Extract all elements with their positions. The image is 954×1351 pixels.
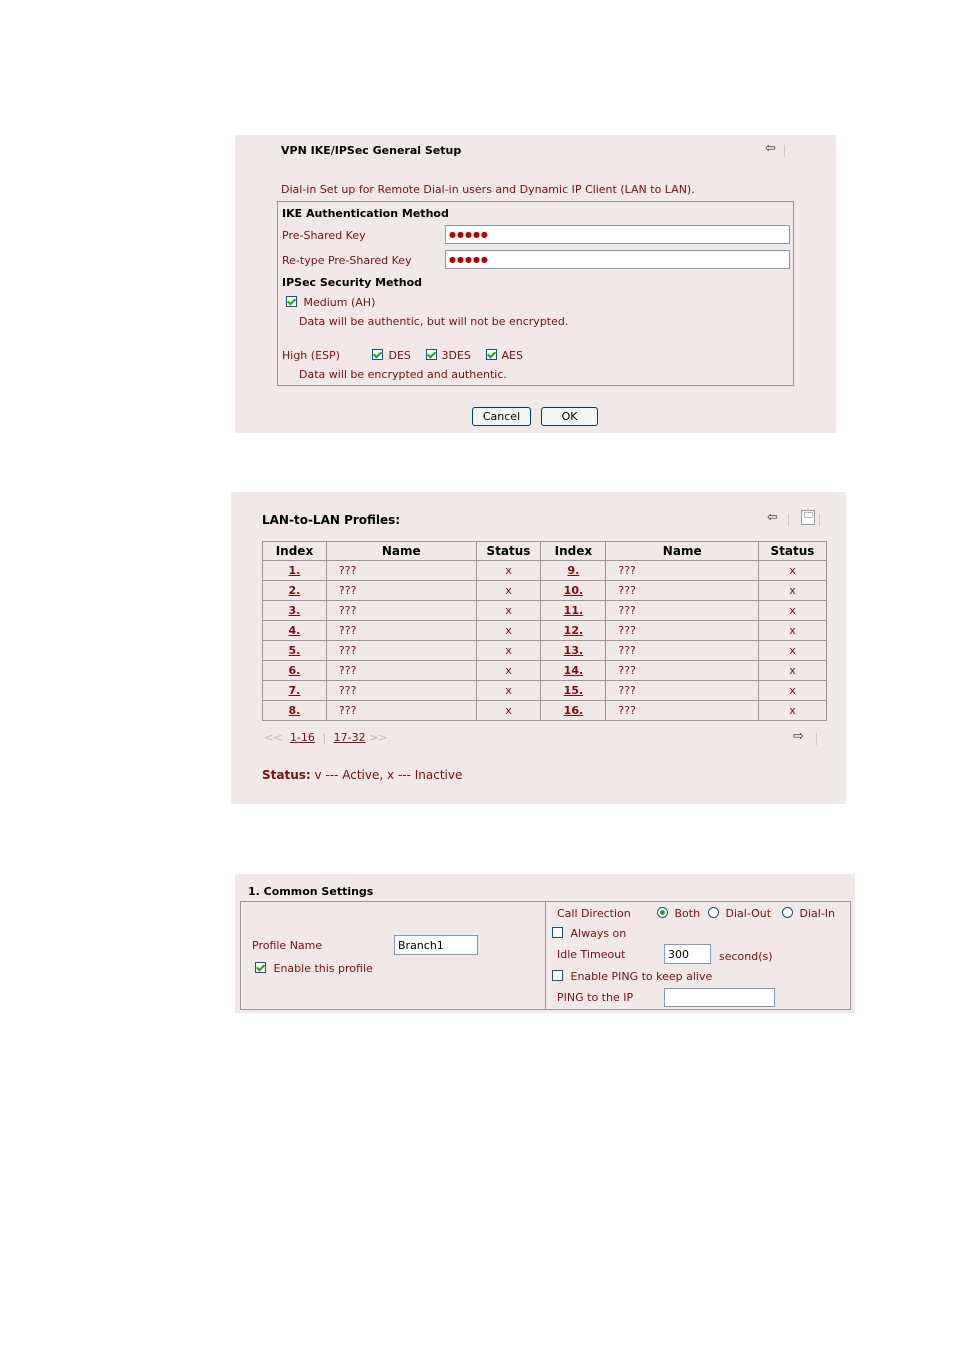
aes-option[interactable] <box>486 349 523 362</box>
profile-status: x <box>759 601 827 621</box>
high-esp-description: Data will be encrypted and authentic. <box>299 368 507 381</box>
profile-status: x <box>759 581 827 601</box>
profile-index-link[interactable]: 10. <box>563 584 584 597</box>
profile-name: ??? <box>326 681 476 701</box>
dialin-label: Dial-In <box>799 907 836 920</box>
lan-panel-title: LAN-to-LAN Profiles: <box>262 513 401 527</box>
enable-profile-label: Enable this profile <box>273 962 373 975</box>
profile-index-link[interactable]: 1. <box>288 564 301 577</box>
idle-timeout-label: Idle Timeout <box>557 948 626 961</box>
ike-ipsec-panel <box>235 135 836 433</box>
pagination <box>264 731 388 744</box>
ike-settings-box <box>277 201 794 386</box>
page-separator: | <box>322 731 327 744</box>
ike-auth-heading: IKE Authentication Method <box>282 207 449 220</box>
table-row <box>263 701 827 721</box>
page-link-1-16[interactable]: 1-16 <box>289 731 315 744</box>
profile-name: ??? <box>606 681 759 701</box>
enable-ping-option[interactable] <box>552 970 712 983</box>
profile-name: ??? <box>606 701 759 721</box>
des-checkbox[interactable] <box>372 349 383 360</box>
common-settings-title: 1. Common Settings <box>248 885 374 898</box>
profile-name: ??? <box>326 581 476 601</box>
profile-status: x <box>476 621 541 641</box>
profile-status: x <box>759 681 827 701</box>
profile-status: x <box>476 641 541 661</box>
forward-arrow-icon[interactable]: ⇨ <box>793 729 804 744</box>
profile-status: x <box>759 661 827 681</box>
table-row <box>263 661 827 681</box>
prev-page-glyph: << <box>264 731 283 744</box>
profile-index-link[interactable]: 3. <box>288 604 301 617</box>
profile-status: x <box>476 581 541 601</box>
retype-pre-shared-key-input[interactable] <box>445 250 790 269</box>
profile-name: ??? <box>606 601 759 621</box>
profile-index-link[interactable]: 8. <box>288 704 301 717</box>
status-legend-text: v --- Active, x --- Inactive <box>314 768 463 782</box>
save-icon[interactable] <box>801 510 815 525</box>
always-on-checkbox[interactable] <box>552 927 563 938</box>
high-esp-label: High (ESP) <box>282 349 340 362</box>
column-header: Name <box>326 542 476 561</box>
call-direction-both-option[interactable] <box>657 907 700 920</box>
common-settings-left-box <box>240 901 546 1010</box>
profile-index-link[interactable]: 14. <box>563 664 584 677</box>
medium-ah-label: Medium (AH) <box>303 296 376 309</box>
profile-index-link[interactable]: 6. <box>288 664 301 677</box>
ping-ip-input[interactable] <box>664 988 775 1007</box>
toolbar-separator <box>816 733 817 745</box>
profile-name-input[interactable] <box>394 935 478 955</box>
pre-shared-key-input[interactable] <box>445 225 790 244</box>
3des-option[interactable] <box>426 349 471 362</box>
always-on-label: Always on <box>570 927 627 940</box>
profile-index-link[interactable]: 5. <box>288 644 301 657</box>
back-arrow-icon[interactable]: ⇦ <box>767 510 778 525</box>
profile-status: x <box>759 641 827 661</box>
table-row <box>263 561 827 581</box>
ping-ip-label: PING to the IP <box>557 991 634 1004</box>
profile-name: ??? <box>326 561 476 581</box>
enable-profile-checkbox[interactable] <box>255 962 266 973</box>
profile-status: x <box>476 661 541 681</box>
aes-label: AES <box>501 349 523 362</box>
profile-index-link[interactable]: 4. <box>288 624 301 637</box>
medium-ah-checkbox[interactable] <box>286 296 297 307</box>
column-header: Status <box>759 542 827 561</box>
profiles-table <box>262 541 827 721</box>
table-row <box>263 621 827 641</box>
profile-index-link[interactable]: 15. <box>563 684 584 697</box>
des-label: DES <box>388 349 411 362</box>
call-direction-dialout-option[interactable] <box>708 907 771 920</box>
des-option[interactable] <box>372 349 411 362</box>
profile-index-link[interactable]: 9. <box>567 564 580 577</box>
toolbar-separator <box>819 514 820 526</box>
dialin-radio[interactable] <box>782 907 793 918</box>
ipsec-method-heading: IPSec Security Method <box>282 276 423 289</box>
call-direction-label: Call Direction <box>557 907 631 920</box>
column-header: Index <box>263 542 327 561</box>
profile-name: ??? <box>606 581 759 601</box>
dialout-radio[interactable] <box>708 907 719 918</box>
enable-ping-label: Enable PING to keep alive <box>570 970 713 983</box>
profile-index-link[interactable]: 2. <box>288 584 301 597</box>
profile-name: ??? <box>326 641 476 661</box>
column-header: Name <box>606 542 759 561</box>
profile-index-link[interactable]: 11. <box>563 604 584 617</box>
table-row <box>263 681 827 701</box>
aes-checkbox[interactable] <box>486 349 497 360</box>
table-header-row <box>263 542 827 561</box>
profile-status: x <box>476 561 541 581</box>
profile-name: ??? <box>606 661 759 681</box>
profile-index-link[interactable]: 12. <box>563 624 584 637</box>
column-header: Index <box>541 542 606 561</box>
profile-status: x <box>759 701 827 721</box>
profile-name: ??? <box>326 621 476 641</box>
profile-index-link[interactable]: 13. <box>563 644 584 657</box>
next-page-glyph: >> <box>369 731 388 744</box>
profile-status: x <box>759 621 827 641</box>
toolbar-separator <box>788 514 789 526</box>
profile-index-link[interactable]: 16. <box>563 704 584 717</box>
common-settings-right-box <box>545 901 851 1010</box>
status-legend-label: Status: <box>262 768 311 782</box>
3des-label: 3DES <box>441 349 471 362</box>
dialout-label: Dial-Out <box>725 907 772 920</box>
profile-name: ??? <box>326 661 476 681</box>
page-link-17-32[interactable]: 17-32 <box>333 731 366 744</box>
3des-checkbox[interactable] <box>426 349 437 360</box>
ike-panel-title: VPN IKE/IPSec General Setup <box>281 144 462 157</box>
status-legend <box>262 768 462 782</box>
always-on-option[interactable] <box>552 927 626 940</box>
call-direction-dialin-option[interactable] <box>782 907 835 920</box>
table-row <box>263 601 827 621</box>
retype-pre-shared-key-label: Re-type Pre-Shared Key <box>282 254 412 267</box>
common-settings-panel <box>235 874 855 1013</box>
profile-status: x <box>759 561 827 581</box>
cancel-button[interactable]: Cancel <box>472 407 531 426</box>
both-label: Both <box>674 907 701 920</box>
medium-ah-description: Data will be authentic, but will not be encrypted. <box>299 315 569 328</box>
profile-name: ??? <box>606 641 759 661</box>
ok-button[interactable]: OK <box>541 407 598 426</box>
enable-profile-option[interactable] <box>255 962 373 975</box>
medium-ah-option[interactable] <box>286 296 375 309</box>
table-row <box>263 641 827 661</box>
back-arrow-icon[interactable]: ⇦ <box>765 141 776 156</box>
profile-status: x <box>476 701 541 721</box>
profile-index-link[interactable]: 7. <box>288 684 301 697</box>
profile-status: x <box>476 601 541 621</box>
profile-name: ??? <box>606 621 759 641</box>
table-row <box>263 581 827 601</box>
profile-name-label: Profile Name <box>252 939 323 952</box>
ike-panel-subtitle: Dial-in Set up for Remote Dial-in users and Dynamic IP Client (LAN to LAN). <box>281 183 695 196</box>
pre-shared-key-label: Pre-Shared Key <box>282 229 366 242</box>
column-header: Status <box>476 542 541 561</box>
toolbar-separator <box>784 145 785 157</box>
seconds-unit-label: second(s) <box>719 950 773 963</box>
enable-ping-checkbox[interactable] <box>552 970 563 981</box>
profile-status: x <box>476 681 541 701</box>
lan-to-lan-panel <box>231 492 846 804</box>
profile-name: ??? <box>326 701 476 721</box>
profile-name: ??? <box>606 561 759 581</box>
profile-name: ??? <box>326 601 476 621</box>
idle-timeout-input[interactable] <box>664 944 711 964</box>
both-radio[interactable] <box>657 907 668 918</box>
